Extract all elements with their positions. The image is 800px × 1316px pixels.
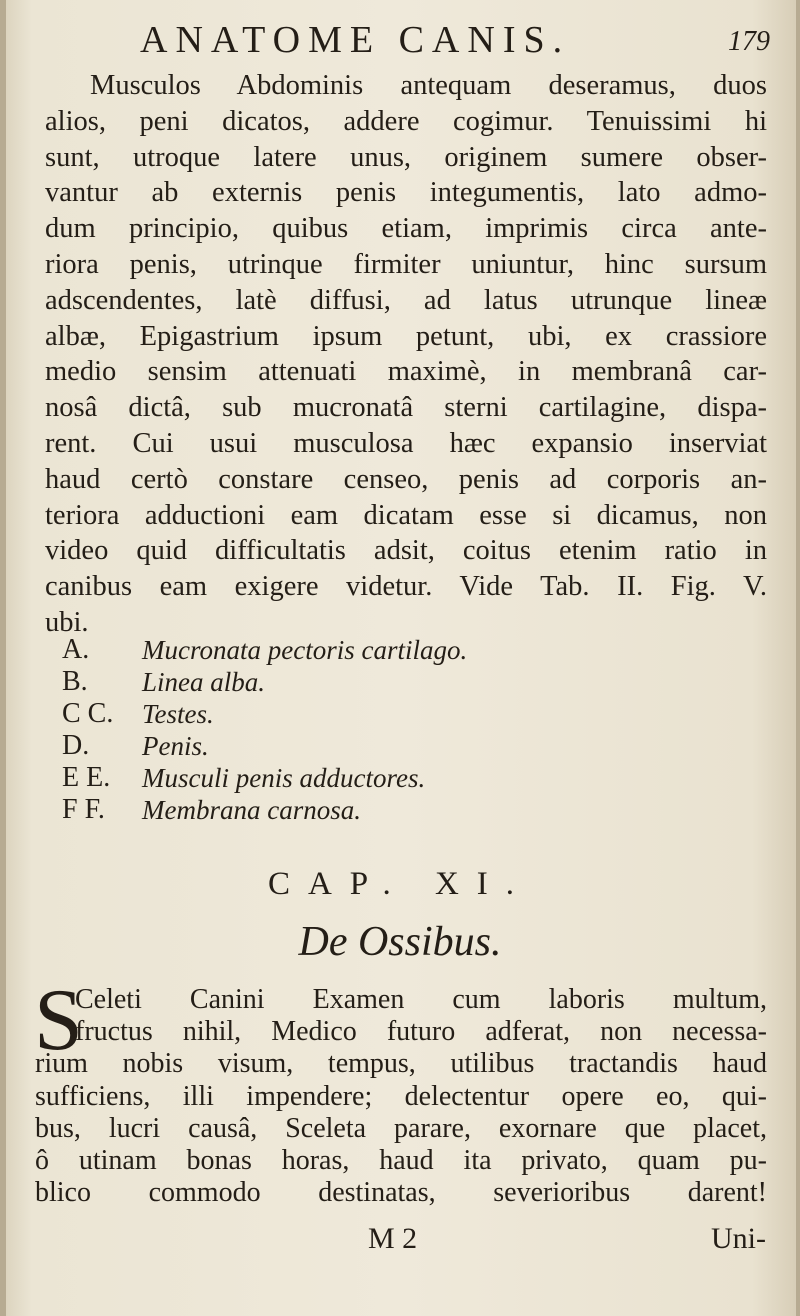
legend-item <box>62 794 562 826</box>
text-line: sunt, utroque latere unus, originem sumere obser- <box>45 141 767 173</box>
text-line: albæ, Epigastrium ipsum petunt, ubi, ex crassiore <box>45 320 767 352</box>
text-line: fructus nihil, Medico futuro adferat, non necessa- <box>75 1016 767 1048</box>
page-edge <box>796 0 800 1316</box>
text-line: sufficiens, illi impendere; delectentur opere eo, qui- <box>35 1080 767 1112</box>
main-paragraph <box>45 68 767 641</box>
text-line: nosâ dictâ, sub mucronatâ sterni cartilagine, dispa- <box>45 392 767 424</box>
running-head-title: ANATOME CANIS. <box>140 19 571 61</box>
legend-key: C C. <box>62 698 114 729</box>
legend-label: Testes. <box>142 699 214 729</box>
legend-item <box>62 762 562 794</box>
legend-key: E E. <box>62 762 111 793</box>
text-line: haud certò constare censeo, penis ad corporis an- <box>45 463 767 495</box>
text-line: medio sensim attenuati maximè, in membranâ car- <box>45 356 767 388</box>
text-line: Musculos Abdominis antequam deseramus, duos <box>90 70 767 101</box>
chapter-heading: CAP. XI. <box>267 866 533 902</box>
signature-mark: M 2 <box>368 1222 418 1255</box>
text-line: riora penis, utrinque firmiter uniuntur, hinc sursum <box>45 248 767 280</box>
text-line: rent. Cui usui musculosa hæc expansio inserviat <box>45 427 767 459</box>
page-number: 179 <box>728 26 770 57</box>
legend-item <box>62 666 562 698</box>
text-line: Celeti Canini Examen cum laboris multum, <box>75 984 767 1015</box>
catchword: Uni- <box>711 1222 766 1255</box>
page-gutter-shadow <box>0 0 6 1316</box>
text-line: adscendentes, latè diffusi, ad latus utrunque lineæ <box>45 284 767 316</box>
text-line: alios, peni dicatos, addere cogimur. Tenuissimi hi <box>45 105 767 137</box>
legend-label: Linea alba. <box>142 667 266 697</box>
legend-key: A. <box>62 634 90 665</box>
text-line: vantur ab externis penis integumentis, lato admo- <box>45 177 767 209</box>
legend-label: Penis. <box>142 731 209 761</box>
legend-item <box>62 730 562 762</box>
legend-label: Musculi penis adductores. <box>142 763 426 793</box>
text-line: ô utinam bonas horas, haud ita privato, quam pu- <box>35 1144 767 1176</box>
legend-key: F F. <box>62 794 105 825</box>
text-line: rium nobis visum, tempus, utilibus tractandis haud <box>35 1048 767 1080</box>
chapter-title: De Ossibus. <box>298 919 502 965</box>
legend-label: Membrana carnosa. <box>142 795 361 825</box>
legend-item <box>62 634 562 666</box>
text-line: video quid difficultatis adsit, coitus etenim ratio in <box>45 535 767 567</box>
page-footer <box>0 1222 800 1268</box>
text-line: blico commodo destinatas, severioribus darent! <box>35 1177 767 1209</box>
text-line: ubi. <box>45 606 89 638</box>
running-head <box>0 18 800 64</box>
text-line: bus, lucri causâ, Sceleta parare, exornare que placet, <box>35 1112 767 1144</box>
legend-key: D. <box>62 730 90 761</box>
text-line: dum principio, quibus etiam, imprimis circa ante- <box>45 213 767 245</box>
text-line: teriora adductioni eam dicatam esse si dicamus, non <box>45 499 767 531</box>
figure-legend <box>62 634 562 826</box>
chapter-paragraph <box>34 972 767 1209</box>
legend-key: B. <box>62 666 88 697</box>
legend-item <box>62 698 562 730</box>
drop-cap: S <box>34 972 83 1069</box>
text-line: canibus eam exigere videtur. Vide Tab. II. Fig. V. <box>45 571 767 603</box>
legend-label: Mucronata pectoris cartilago. <box>142 635 468 665</box>
